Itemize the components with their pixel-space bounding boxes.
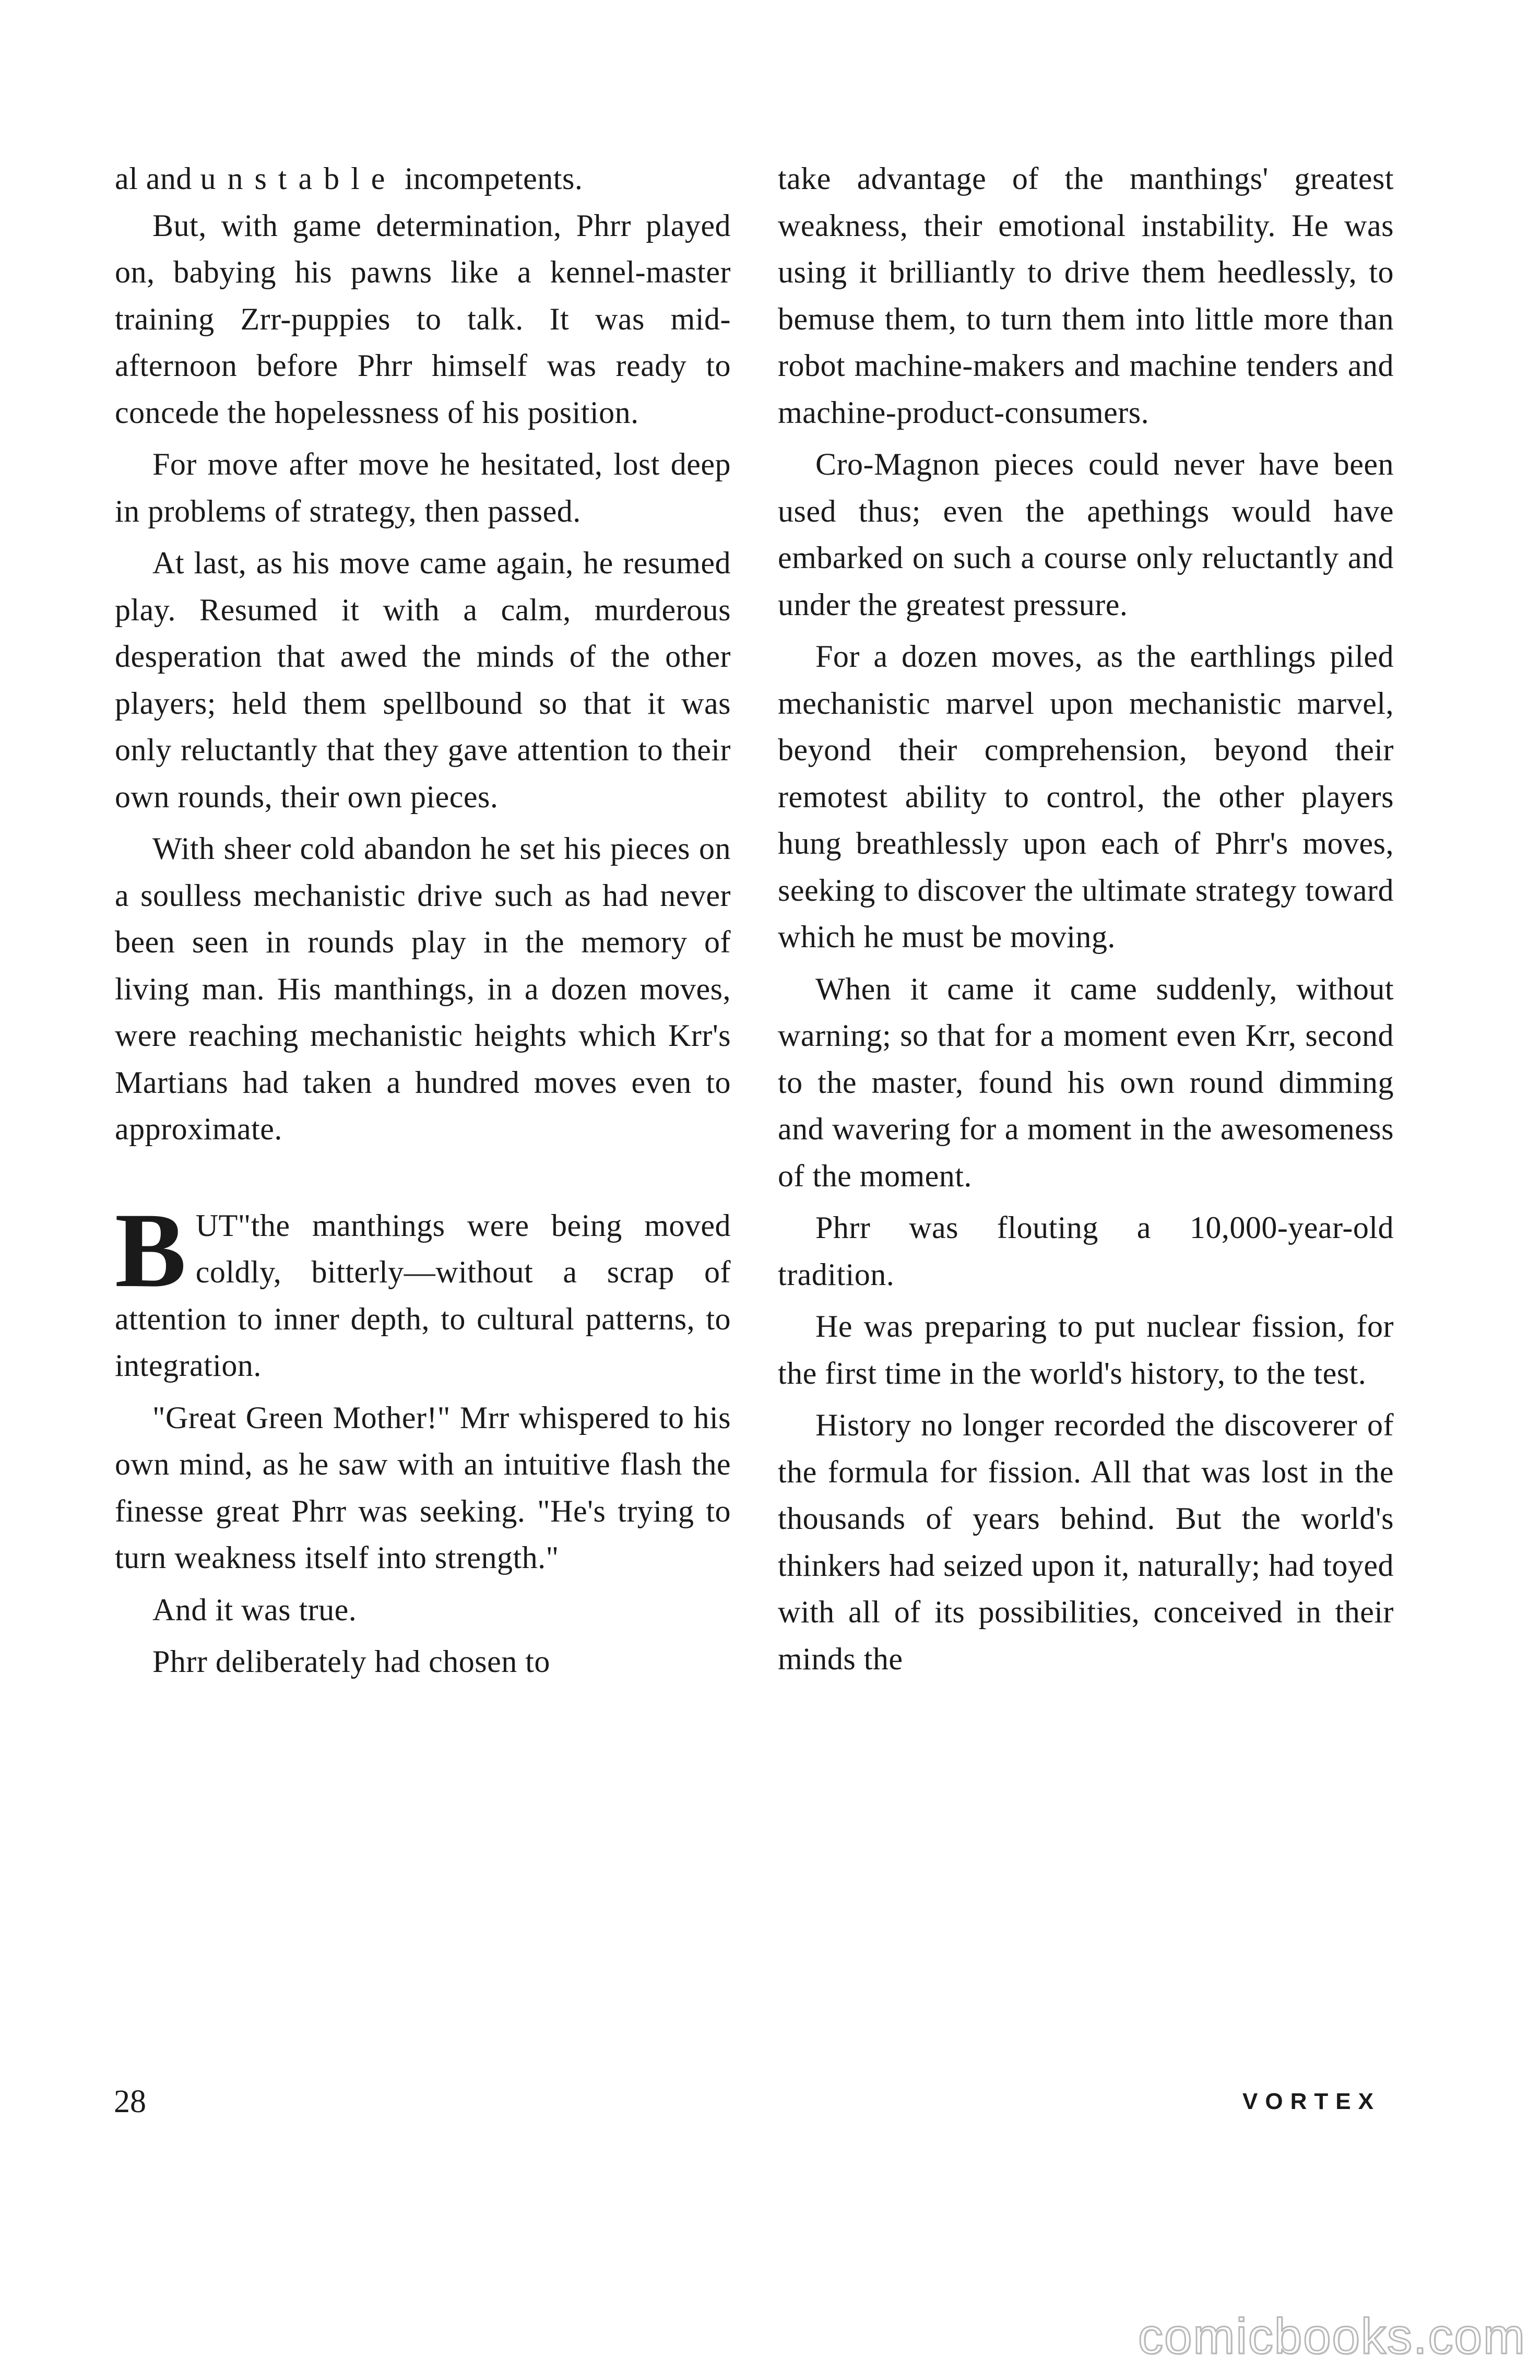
- paragraph: Cro-Magnon pieces could never have been used thus; even the apethings would have embarked on such a course only reluctantly and under the greatest pressure.: [778, 447, 1394, 622]
- text-span: manthings were being moved coldly, bitterly—without a scrap of attention to inner depth, to cultural patterns, to integration.: [115, 1208, 731, 1383]
- paragraph: For move after move he hesitated, lost deep in problems of strategy, then passed.: [115, 447, 731, 528]
- paragraph: He was preparing to put nuclear fission, for the first time in the world's history, to the test.: [778, 1309, 1394, 1391]
- right-column: [778, 156, 1394, 1682]
- paragraph: When it came it came suddenly, without warning; so that for a moment even Krr, second to the master, found his own round dimming and wavering for a moment in the awesomeness of the moment.: [778, 971, 1394, 1193]
- drop-cap: B: [115, 1191, 186, 1310]
- paragraph: At last, as his move came again, he resumed play. Resumed it with a calm, murderous desperation that awed the minds of the other players; held them spellbound so that it was only reluctantly that they gave attention to their own rounds, their own pieces.: [115, 546, 731, 814]
- lead-text: UT"the: [195, 1208, 290, 1243]
- page-number: 28: [114, 2084, 146, 2119]
- paragraph: "Great Green Mother!" Mrr whispered to his own mind, as he saw with an intuitive flash the finesse great Phrr was seeking. "He's trying to turn weakness itself into strength.": [115, 1400, 731, 1575]
- left-column: [115, 156, 731, 1686]
- spaced-word: unstable: [200, 161, 397, 196]
- paragraph: History no longer recorded the discoverer of the formula for fission. All that was lost in the thousands of years behind. But the world's thinkers had seized upon it, naturally; had toyed with all of its possibilities, conceived in their minds the: [778, 1408, 1394, 1676]
- paragraph: But, with game determination, Phrr played on, babying his pawns like a kennel-master training Zrr-puppies to talk. It was mid-afternoon before Phrr himself was ready to concede the hopelessness of his position.: [115, 208, 731, 430]
- paragraph: [115, 156, 731, 203]
- magazine-title: VORTEX: [1242, 2089, 1381, 2114]
- watermark: comicbooks.com: [1138, 2308, 1526, 2364]
- paragraph: For a dozen moves, as the earthlings piled mechanistic marvel upon mechanistic marvel, beyond their comprehension, beyond their remotest ability to control, the other players hung breathlessly upon each of Phrr's moves, seeking to discover the ultimate strategy toward which he must be moving.: [778, 639, 1394, 954]
- paragraph: Phrr deliberately had chosen to: [152, 1644, 550, 1679]
- paragraph: Phrr was flouting a 10,000-year-old tradition.: [778, 1210, 1394, 1292]
- paragraph: And it was true.: [152, 1592, 357, 1627]
- text-span: incompetents.: [396, 161, 583, 196]
- paragraph-with-dropcap: [115, 1191, 731, 1389]
- text-span: al and: [115, 161, 200, 196]
- paragraph: take advantage of the manthings' greatest weakness, their emotional instability. He was using it brilliantly to drive them heedlessly, to bemuse them, to turn them into little more than robot machine-makers and machine tenders and machine-product-consumers.: [778, 161, 1394, 430]
- paragraph: With sheer cold abandon he set his pieces on a soulless mechanistic drive such as had never been seen in rounds play in the memory of living man. His manthings, in a dozen moves, were reaching mechanistic heights which Krr's Martians had taken a hundred moves even to approximate.: [115, 831, 731, 1146]
